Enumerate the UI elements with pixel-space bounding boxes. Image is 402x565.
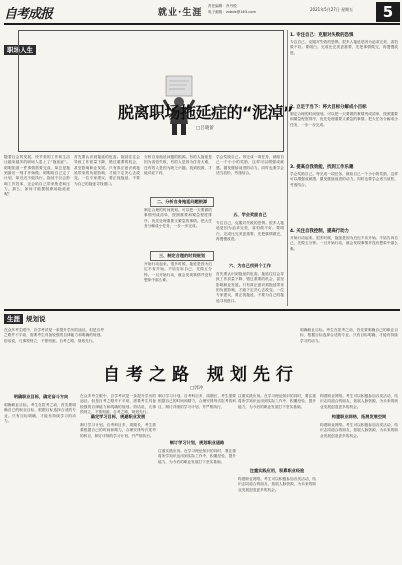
bottom-intro-text: 在众多考生眼中，自学考试是一条提升学历的途径。但是自考之路并不平坦，需要考生具备较强的自律能力和明确的规划。俗话说，凡事预则立，不预则废。自考之路，规划先行。 xyxy=(4,328,104,343)
article-column-4c: 首先要认识到拖延的危害。拖延往往会导致工作质量下降，错过重要的机会，甚至影响职业发展。只有真正意识到拖延带来的负面影响，才能下定决心去改变。一位专家建议，要正视拖延，不要为自己的拖延寻找借口。 xyxy=(216,272,284,303)
bottom-subhead-4: 注重实践应用，积累职业经验 xyxy=(249,468,305,473)
bottom-column-3b: 注重实践应用。在学习理论知识的同时，要注重将所学知识运用到实际工作中，积累经验，提升能力，为今后的职业发展打下坚实基础。 xyxy=(158,449,236,464)
bottom-subhead-2: 确定学习目标，规避职业发展 xyxy=(90,414,146,419)
bottom-subhead-5: 构建职业网络，拓展发展空间 xyxy=(331,414,387,419)
bottom-column-2b: 制订学习计划。自考科目多、周期长，考生需要根据自己的时间和精力，合理安排每次报考的科目，制订详细的学习计划，并严格执行。 xyxy=(80,423,156,438)
bottom-headline: 自考之路 规划先行 xyxy=(103,365,299,385)
top-headline: 脱离职场拖延症的“泥淖” xyxy=(118,103,294,122)
right-text-1: 专注自己，克服对失败的恐惧。很多人拖延是因为追求完美，害怕做不好。要明白，完成比完美更重要，先把事情做完，再慢慢改进。 xyxy=(290,40,398,55)
right-text-4: 开始行动起来。很多时候，拖延是因为迟迟不肯开始。不妨告诉自己，先做五分钟。一旦开始行动，就会发现事情并没有想象中那么难。 xyxy=(290,236,398,251)
bottom-column-3a: 制订学习计划。自考科目多、周期长，考生需要根据自己的时间和精力，合理安排每次报考的科目，制订详细的学习计划，并严格执行。 xyxy=(158,394,236,409)
article-column-2: 首先要认识到拖延的危害。拖延往往会导致工作质量下降，错过重要的机会，甚至影响职业发展。只有真正意识到拖延带来的负面影响，才能下定决心去改变。一位专家建议，要正视拖延，不要为自己的拖延寻找借口。 xyxy=(74,155,140,186)
editor-info xyxy=(208,4,256,15)
bottom-subhead-1: 明确职业目标，确定奋斗方向 xyxy=(13,394,69,399)
right-subhead-2: 2. 立足于当下：将大目标分解成小目标 xyxy=(290,105,367,110)
subhead-reward: 五、学会奖励自己 xyxy=(233,212,267,217)
bottom-article-tag: 生涯 xyxy=(4,314,23,324)
headline-frame xyxy=(18,30,284,152)
bottom-article-tag-suffix: 规划说 xyxy=(26,315,46,323)
bottom-column-5b: 构建职业网络。考生可以积极参加各类活动，结识志同道合的朋友，拓展人脉资源，为未来的职业发展创造更多的机会。 xyxy=(320,423,398,438)
top-article-tag: 职场人生 xyxy=(4,45,36,55)
column-divider xyxy=(287,30,288,306)
subhead-plan: 三、制定合理的时间规划 xyxy=(150,251,214,261)
right-subhead-4: 4. 关注自我控制，提高行动力 xyxy=(290,229,349,234)
subhead-analyze: 二、分析自身拖延问题根源 xyxy=(150,197,214,207)
section-title: 就业·生涯 xyxy=(158,8,203,18)
article-column-3c: 开始行动起来。很多时候，拖延是因为迟迟不肯开始。不妨告诉自己，先做五分钟。一旦开始行动，就会发现事情并没有想象中那么难。 xyxy=(144,262,212,283)
masthead: 自考成报 xyxy=(4,7,53,22)
top-author: □吕晓蕾 xyxy=(196,126,214,131)
right-column xyxy=(290,30,398,294)
editor-name: 责任编辑：肖丹悦 xyxy=(208,4,237,8)
page-number: 5 xyxy=(376,2,400,22)
right-subhead-3: 3. 提高自我效能，找到工作乐趣 xyxy=(290,165,354,170)
bottom-column-2a: 在众多考生眼中，自学考试是一条提升学历的途径。但是自考之路并不平坦，需要考生具备较强的自律能力和明确的规划。俗话说，凡事预则立，不预则废。自考之路，规划先行。 xyxy=(80,394,156,415)
header-rule xyxy=(4,23,400,25)
article-column-3a: 分析自身拖延问题的根源。有的人拖延是因为害怕失败，有的人是因为任务太难，还有的人是因为缺乏兴趣。找到根源，才能对症下药。 xyxy=(144,155,212,176)
bottom-column-4a: 注重实践应用。在学习理论知识的同时，要注重将所学知识运用到实际工作中，积累经验，提升能力，为今后的职业发展打下坚实基础。 xyxy=(238,394,316,409)
article-column-3b: 制定合理的时间规划。可以把一天要做的事情列成清单，按照重要和紧急程度排序，优先处理重要又紧急的事情。把大任务分解成小任务，一步一步完成。 xyxy=(144,208,212,229)
subhead-find-job: 六、为自己找到个工作 xyxy=(229,263,271,268)
right-subhead-1: 1. 专注自己：克服对失败的恐惧 xyxy=(290,33,354,38)
bottom-intro-text-right: 明确职业目标。考生在报考之前，首先要明确自己的职业目标，根据目标选择合适的专业。只有目标明确，才能有持续学习的动力。 xyxy=(300,328,398,343)
article-column-4b: 专注自己，克服对失败的恐惧。很多人拖延是因为追求完美，害怕做不好。要明白，完成比完美更重要，先把事情做完，再慢慢改进。 xyxy=(216,221,284,242)
article-column-1: 随着社会的发展，快节奏的工作和生活让越来越多的职场人患上了“拖延症”。明明知道一件事情需要完成，却总是拖到最后一刻才开始做；明明给自己定了计划，却迟迟不能执行。拖延不仅会影响工作效率，还会给自己带来焦虑和压力。那么，如何才能摆脱职场拖延症呢？ xyxy=(4,155,70,197)
bottom-column-1: 明确职业目标。考生在报考之前，首先要明确自己的职业目标，根据目标选择合适的专业。只有目标明确，才能有持续学习的动力。 xyxy=(4,403,76,424)
bottom-column-5a: 构建职业网络。考生可以积极参加各类活动，结识志同道合的朋友，拓展人脉资源，为未来的职业发展创造更多的机会。 xyxy=(320,394,398,409)
right-text-2: 制定合理的时间规划。可以把一天要做的事情列成清单，按照重要和紧急程度排序，优先处理重要又紧急的事情。把大任务分解成小任务，一步一步完成。 xyxy=(290,112,398,127)
issue-date: 2021年5月27日 星期五 xyxy=(310,7,354,12)
bottom-column-4b: 构建职业网络。考生可以积极参加各类活动，结识志同道合的朋友，拓展人脉资源，为未来的职业发展创造更多的机会。 xyxy=(238,477,316,492)
bottom-author: □郭冲 xyxy=(190,386,204,391)
right-text-3: 学会奖励自己。每完成一项任务，就给自己一个小小的奖励，这样可以增强成就感，激发继续前进的动力。同时也要学会适当放松，劳逸结合。 xyxy=(290,172,398,187)
editor-email: 电子邮箱：zxbdx@163.com xyxy=(208,9,256,14)
article-column-4a: 学会奖励自己。每完成一项任务，就给自己一个小小的奖励，这样可以增强成就感，激发继续前进的动力。同时也要学会适当放松，劳逸结合。 xyxy=(216,155,284,176)
bottom-subhead-3: 制订学习计划，规划职业道路 xyxy=(169,440,225,445)
section-rule xyxy=(4,309,400,311)
